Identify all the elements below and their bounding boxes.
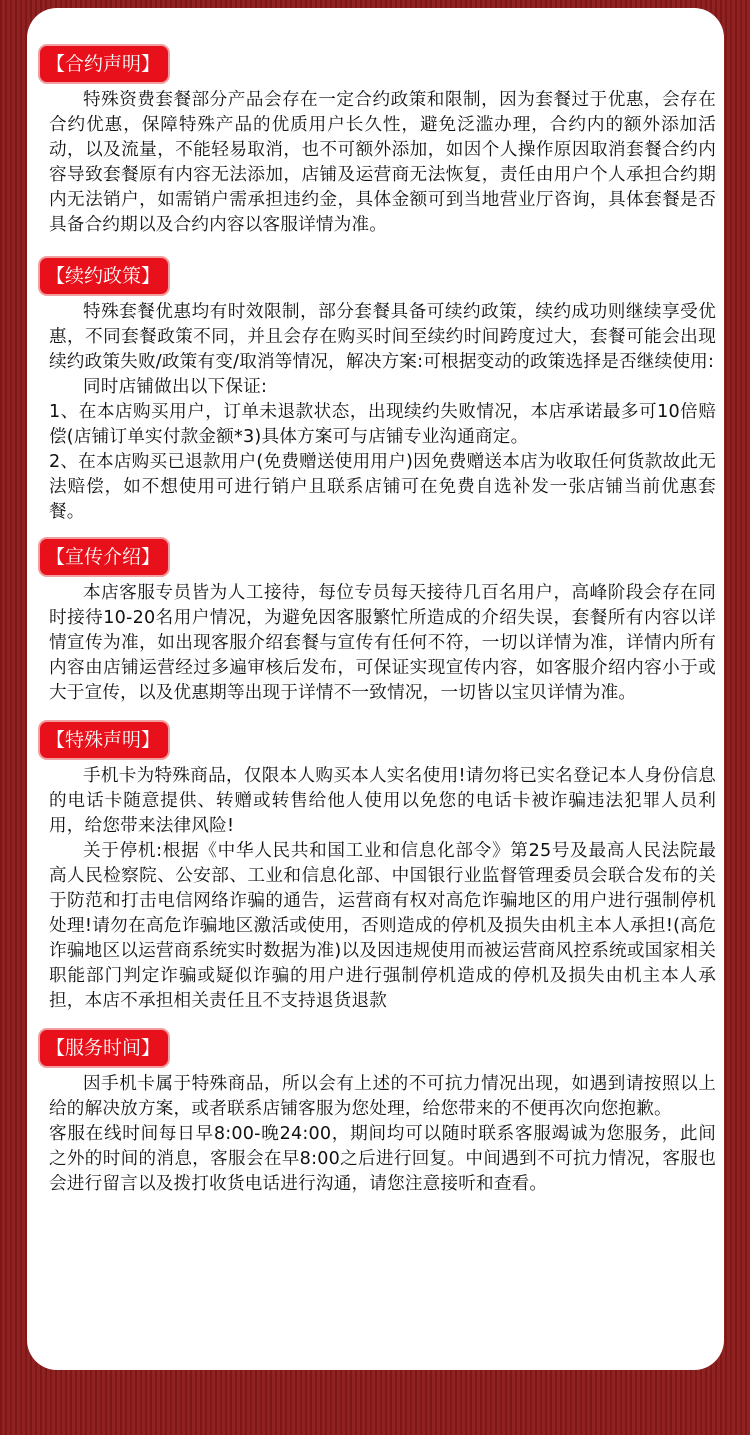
paragraph: 同时店铺做出以下保证: [83, 377, 268, 397]
section-title: 【合约声明】 [40, 46, 168, 82]
section-body [49, 764, 716, 1014]
paragraph: 2、在本店购买已退款用户(免费赠送使用用户)因免费赠送本店为收取任何货款故此无法赔偿，如不想使用可进行销户且联系店铺可在免费自选补发一张店铺当前优惠套餐。 [49, 452, 716, 522]
paragraph: 客服在线时间每日早8:00-晚24:00，期间均可以随时联系客服竭诚为您服务，此间之外的时间的消息，客服会在早8:00之后进行回复。中间遇到不可抗力情况，客服也会进行留言以及拨打收货电话进行沟通，请您注意接听和查看。 [49, 1124, 716, 1194]
paragraph: 特殊套餐优惠均有时效限制，部分套餐具备可续约政策，续约成功则继续享受优惠，不同套餐政策不同，并且会存在购买时间至续约时间跨度过大，套餐可能会出现续约政策失败/政策有变/取消等情况，解决方案:可根据变动的政策选择是否继续使用: [49, 302, 716, 372]
section-title: 【宣传介绍】 [40, 539, 168, 575]
section-body [49, 1072, 716, 1197]
paragraph: 1、在本店购买用户，订单未退款状态，出现续约失败情况，本店承诺最多可10倍赔偿(店铺订单实付款金额*3)具体方案可与店铺专业沟通商定。 [49, 402, 716, 447]
section-body [49, 88, 716, 238]
paragraph: 手机卡为特殊商品，仅限本人购买本人实名使用!请勿将已实名登记本人身份信息的电话卡随意提供、转赠或转售给他人使用以免您的电话卡被诈骗违法犯罪人员利用，给您带来法律风险! [49, 766, 716, 836]
section-contract [27, 46, 724, 238]
section-service-hours [27, 1030, 724, 1197]
paragraph: 关于停机:根据《中华人民共和国工业和信息化部令》第25号及最高人民法院最高人民检察院、公安部、工业和信息化部、中国银行业监督管理委员会联合发布的关于防范和打击电信网络诈骗的通告，运营商有权对高危诈骗地区的用户进行强制停机处理!请勿在高危诈骗地区激活或使用，否则造成的停机及损失由机主本人承担!(高危诈骗地区以运营商系统实时数据为准)以及因违规使用而被运营商风控系统或国家相关职能部门判定诈骗或疑似诈骗的用户进行强制停机造成的停机及损失由机主本人承担，本店不承担相关责任且不支持退货退款 [49, 841, 716, 1011]
paragraph: 本店客服专员皆为人工接待，每位专员每天接待几百名用户，高峰阶段会存在同时接待10-20名用户情况，为避免因客服繁忙所造成的介绍失误，套餐所有内容以详情宣传为准，如出现客服介绍套餐与宣传有任何不符，一切以详情为准，详情内所有内容由店铺运营经过多遍审核后发布，可保证实现宣传内容，如客服介绍内容小于或大于宣传，以及优惠期等出现于详情不一致情况，一切皆以宝贝详情为准。 [49, 583, 716, 703]
section-promotion [27, 539, 724, 706]
section-title: 【特殊声明】 [40, 722, 168, 758]
section-special [27, 722, 724, 1014]
paragraph: 特殊资费套餐部分产品会存在一定合约政策和限制，因为套餐过于优惠，会存在合约优惠，保障特殊产品的优质用户长久性，避免泛滥办理，合约内的额外添加活动，以及流量，不能轻易取消，也不可额外添加，如因个人操作原因取消套餐合约内容导致套餐原有内容无法添加，店铺及运营商无法恢复，责任由用户个人承担合约期内无法销户，如需销户需承担违约金，具体金额可到当地营业厅咨询，具体套餐是否具备合约期以及合约内容以客服详情为准。 [49, 90, 716, 235]
section-title: 【续约政策】 [40, 258, 168, 294]
content-card [27, 8, 724, 1370]
paragraph: 因手机卡属于特殊商品，所以会有上述的不可抗力情况出现，如遇到请按照以上给的解决放方案，或者联系店铺客服为您处理，给您带来的不便再次向您抱歉。 [49, 1074, 716, 1119]
section-title: 【服务时间】 [40, 1030, 168, 1066]
section-renewal [27, 258, 724, 525]
section-body [49, 581, 716, 706]
section-body [49, 300, 716, 525]
